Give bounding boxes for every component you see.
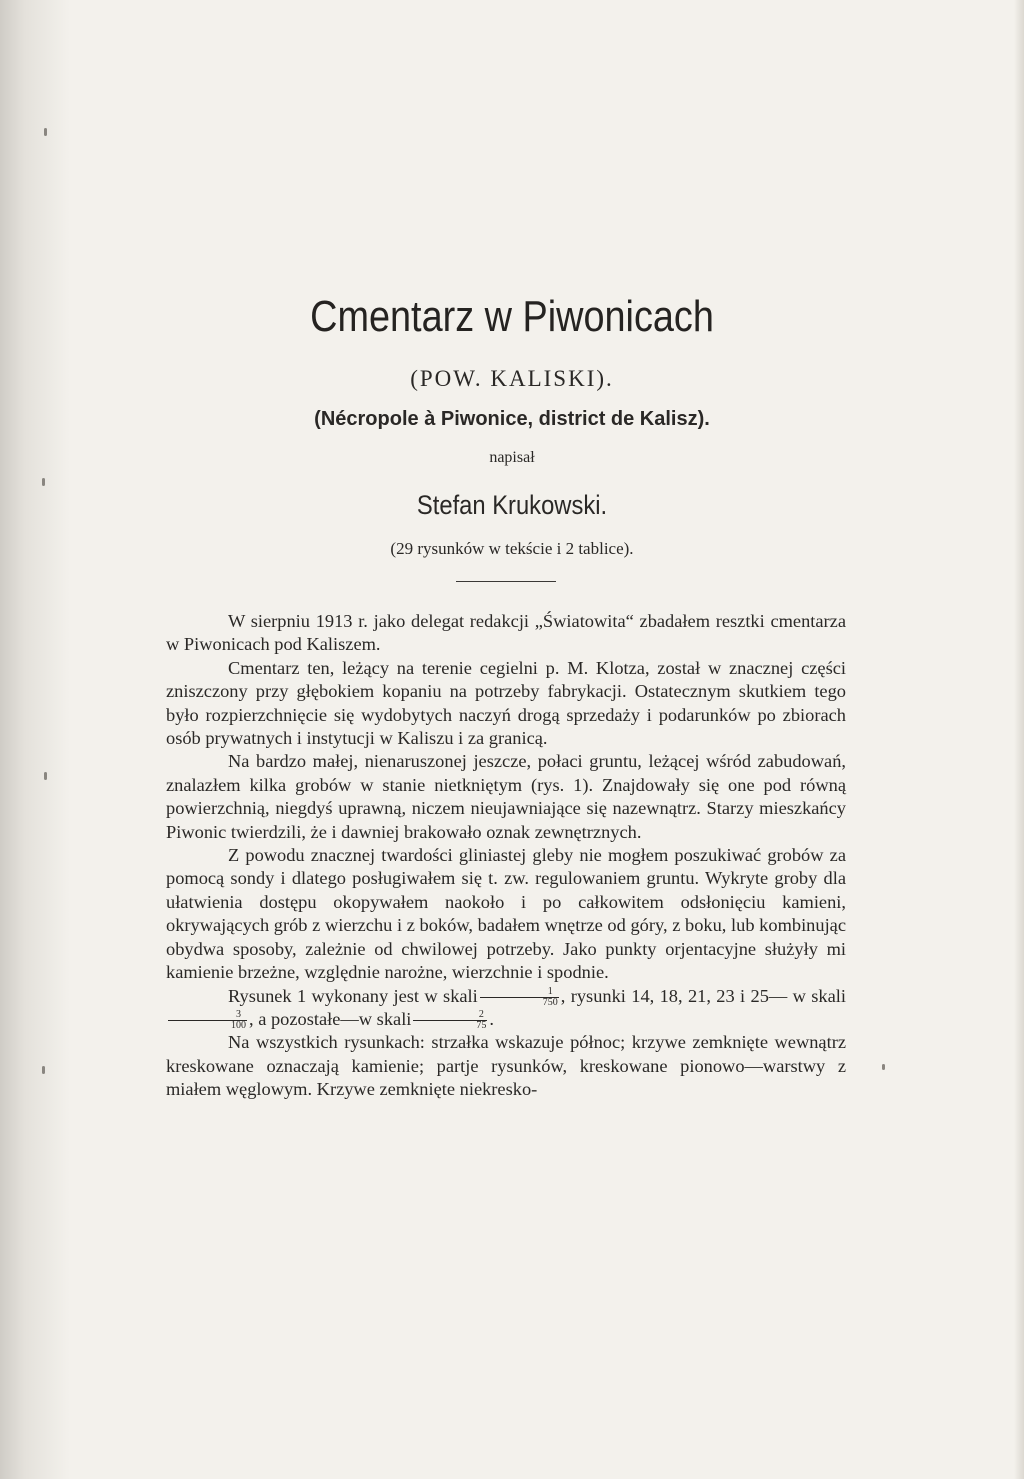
district-subtitle: (POW. KALISKI). xyxy=(410,366,614,391)
fraction-denominator: 75 xyxy=(476,1020,487,1032)
illustrations-note: (29 rysunków w tekście i 2 tablice). xyxy=(390,539,634,558)
scale-text: , rysunki 14, 18, 21, 23 i 25— w skali xyxy=(560,985,847,1006)
fraction-numerator: 3 xyxy=(168,1010,247,1021)
fraction-denominator: 100 xyxy=(231,1020,246,1032)
fraction-denominator: 750 xyxy=(542,996,558,1008)
document-title: Cmentarz w Piwonicach xyxy=(310,292,714,341)
paragraph: W sierpniu 1913 r. jako delegat redakcji „Światowita“ zbadałem resztki cmentarza w Piwonicach pod Kaliszem. xyxy=(166,611,846,655)
fraction-numerator: 1 xyxy=(480,987,559,998)
byline-label: napisał xyxy=(489,449,535,466)
scale-text: , a pozostałe—w skali xyxy=(249,1008,412,1029)
scale-text: . xyxy=(489,1008,495,1029)
paragraph: Na bardzo małej, nienaruszonej jeszcze, połaci gruntu, leżącej wśród zabudowań, znalazłem kilka grobów w stanie nietkniętym (rys. 1). Znajdowały się one pod równą powierzchnią, niegdyś uprawną, niczem nieujawniające się nazewnątrz. Starzy mieszkańcy Piwonic twierdzili, że i dawniej brakowało oznak zewnętrznych. xyxy=(166,751,846,842)
paragraph: Z powodu znacznej twardości gliniastej gleby nie mogłem poszukiwać grobów za pomocą sondy i dlatego posługiwałem się t. zw. regulowaniem gruntu. Wykryte groby dla ułatwienia dostępu okopywałem naokoło i po całkowitem odsłonięciu kamieni, okrywających grób z wierzchu i z boków, badałem wnętrze od góry, z boku, lub kombinując obydwa sposoby, zależnie od chwilowej potrzeby. Jako punkty orjentacyjne służyły mi kamienie brzeżne, względnie narożne, wierzchnie i spodnie. xyxy=(166,845,846,983)
paragraph: Na wszystkich rysunkach: strzałka wskazuje północ; krzywe zemknięte wewnątrz kreskowane oznaczają kamienie; partje rysunków, kreskowane pionowo—warstwy z miałem węglowym. Krzywe zemknięte niekresko- xyxy=(166,1032,846,1100)
french-title: (Nécropole à Piwonice, district de Kalisz). xyxy=(314,408,710,430)
author-name: Stefan Krukowski. xyxy=(416,490,608,520)
scale-fraction xyxy=(480,987,559,1008)
paragraph: Cmentarz ten, leżący na terenie cegielni p. M. Klotza, został w znacznej części zniszczony przy głębokiem kopaniu na potrzeby fabrykacji. Ostatecznym skutkiem tego było rozpierzchnięcie się wydobytych naczyń drogą sprzedaży i podarunków po zbiorach osób prywatnych i instytucji w Kaliszu i za granicą. xyxy=(166,657,846,749)
section-divider xyxy=(456,581,556,582)
scale-fraction xyxy=(413,1010,487,1031)
scan-speck xyxy=(44,772,47,780)
body-text xyxy=(166,610,846,1102)
scale-text: Rysunek 1 wykonany jest w skali xyxy=(228,985,478,1006)
scale-paragraph xyxy=(166,985,846,1032)
scan-speck xyxy=(42,1066,45,1074)
scan-speck xyxy=(42,478,45,486)
scan-speck xyxy=(882,1064,885,1070)
fraction-numerator: 2 xyxy=(413,1010,487,1021)
scan-speck xyxy=(44,128,47,136)
scale-fraction xyxy=(168,1010,247,1031)
